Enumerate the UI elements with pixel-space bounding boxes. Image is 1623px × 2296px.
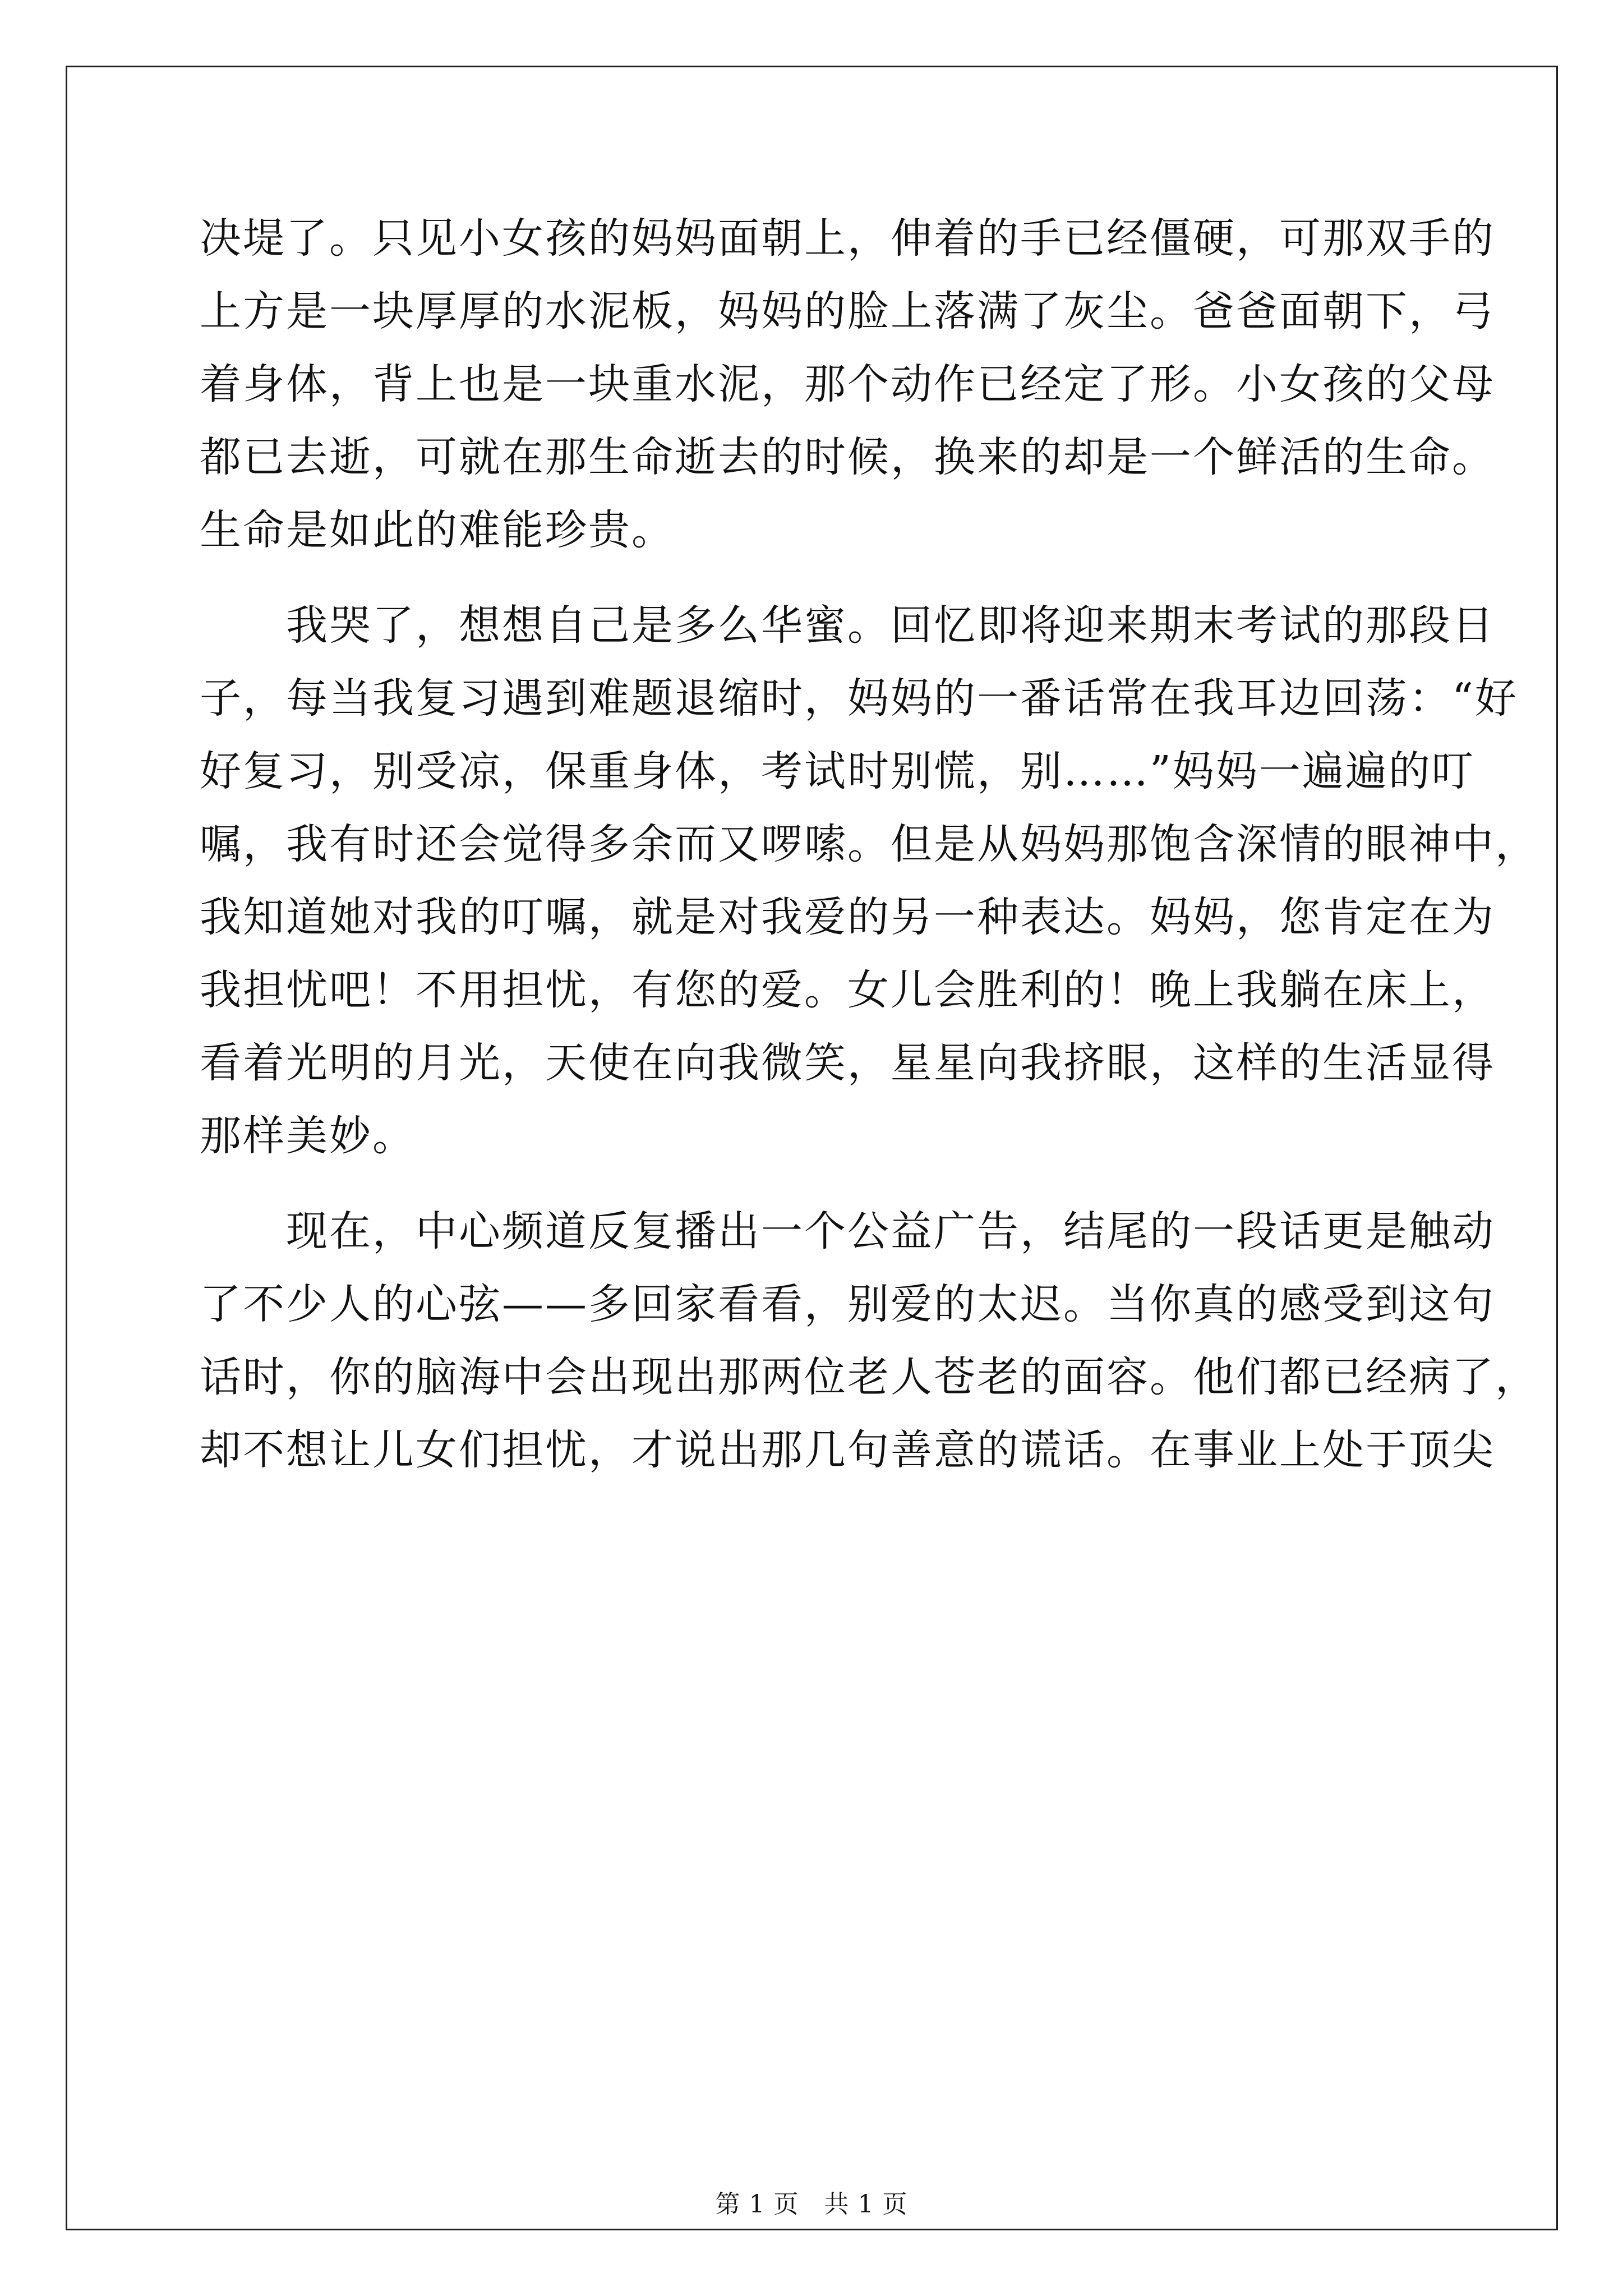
text-line: 话时，你的脑海中会出现出那两位老人苍老的面容。他们都已经病了，	[200, 1353, 1538, 1401]
document-body	[200, 202, 1538, 1487]
text-line: 生命是如此的难能珍贵。	[200, 506, 675, 554]
text-line: 子，每当我复习遇到难题退缩时，妈妈的一番话常在我耳边回荡：“好	[200, 674, 1518, 723]
text-line: 我知道她对我的叮嘱，就是对我爱的另一种表达。妈妈，您肯定在为	[200, 893, 1495, 941]
text-line: 却不想让儿女们担忧，才说出那几句善意的谎话。在事业上处于顶尖	[200, 1426, 1495, 1474]
page-footer: 第 1 页 共 1 页	[715, 2190, 908, 2219]
text-line: 看着光明的月光，天使在向我微笑，星星向我挤眼，这样的生活显得	[200, 1039, 1495, 1087]
text-line: 上方是一块厚厚的水泥板，妈妈的脸上落满了灰尘。爸爸面朝下，弓	[200, 287, 1495, 335]
text-line: 我哭了，想想自己是多么华蜜。回忆即将迎来期末考试的那段日	[200, 601, 1495, 650]
text-line: 现在，中心频道反复播出一个公益广告，结尾的一段话更是触动	[200, 1207, 1495, 1255]
text-line: 了不少人的心弦——多回家看看，别爱的太迟。当你真的感受到这句	[200, 1280, 1495, 1328]
text-line: 着身体，背上也是一块重水泥，那个动作已经定了形。小女孩的父母	[200, 360, 1495, 408]
paragraph-3	[200, 1195, 1538, 1487]
text-line: 嘱，我有时还会觉得多余而又啰嗦。但是从妈妈那饱含深情的眼神中，	[200, 820, 1538, 868]
text-line: 都已去逝，可就在那生命逝去的时候，换来的却是一个鲜活的生命。	[200, 433, 1495, 481]
paragraph-1	[200, 202, 1495, 567]
text-line: 那样美妙。	[200, 1112, 416, 1160]
text-line: 决堤了。只见小女孩的妈妈面朝上，伸着的手已经僵硬，可那双手的	[200, 214, 1495, 263]
text-line: 我担忧吧！不用担忧，有您的爱。女儿会胜利的！晚上我躺在床上，	[200, 966, 1495, 1014]
paragraph-2	[200, 589, 1538, 1172]
text-line: 好复习，别受凉，保重身体，考试时别慌，别……”妈妈一遍遍的叮	[200, 747, 1475, 795]
